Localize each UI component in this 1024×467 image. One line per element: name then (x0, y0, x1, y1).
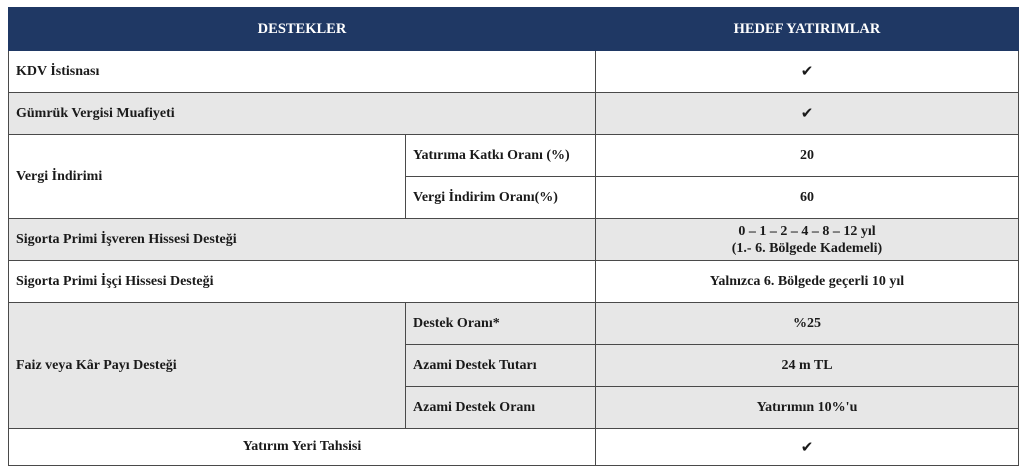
header-supports: DESTEKLER (9, 8, 596, 51)
vergi-sub1-label: Yatırıma Katkı Oranı (%) (406, 135, 596, 177)
sigorta-isveren-value (596, 219, 1019, 261)
faiz-sub1-value: %25 (596, 303, 1019, 345)
table-row-faiz-1 (9, 303, 1019, 345)
faiz-sub3-label: Azami Destek Oranı (406, 387, 596, 429)
sigorta-isveren-value-line2: (1.- 6. Bölgede Kademeli) (731, 240, 883, 256)
sigorta-isci-value: Yalnızca 6. Bölgede geçerli 10 yıl (596, 261, 1019, 303)
incentives-table (8, 7, 1019, 466)
sigorta-isveren-value-line1: 0 – 1 – 2 – 4 – 8 – 12 yıl (738, 223, 876, 239)
vergi-sub2-value: 60 (596, 177, 1019, 219)
faiz-sub3-value: Yatırımın 10%'u (596, 387, 1019, 429)
kdv-check-icon: ✔ (596, 51, 1019, 93)
table-row-kdv (9, 51, 1019, 93)
sigorta-isci-label: Sigorta Primi İşçi Hissesi Desteği (9, 261, 596, 303)
faiz-sub2-value: 24 m TL (596, 345, 1019, 387)
table-row-yatirim-yeri (9, 429, 1019, 466)
table-row-gumruk (9, 93, 1019, 135)
yatirim-yeri-check-icon: ✔ (596, 429, 1019, 466)
table-header-row (9, 8, 1019, 51)
table-row-vergi-1 (9, 135, 1019, 177)
incentives-table-container (8, 7, 1018, 466)
gumruk-check-icon: ✔ (596, 93, 1019, 135)
vergi-sub1-value: 20 (596, 135, 1019, 177)
table-row-sigorta-isveren (9, 219, 1019, 261)
faiz-sub1-label: Destek Oranı* (406, 303, 596, 345)
vergi-sub2-label: Vergi İndirim Oranı(%) (406, 177, 596, 219)
faiz-label: Faiz veya Kâr Payı Desteği (9, 303, 406, 429)
kdv-label: KDV İstisnası (9, 51, 596, 93)
faiz-sub2-label: Azami Destek Tutarı (406, 345, 596, 387)
header-targets: HEDEF YATIRIMLAR (596, 8, 1019, 51)
vergi-label: Vergi İndirimi (9, 135, 406, 219)
gumruk-label: Gümrük Vergisi Muafiyeti (9, 93, 596, 135)
sigorta-isveren-label: Sigorta Primi İşveren Hissesi Desteği (9, 219, 596, 261)
table-row-sigorta-isci (9, 261, 1019, 303)
yatirim-yeri-label: Yatırım Yeri Tahsisi (9, 429, 596, 466)
